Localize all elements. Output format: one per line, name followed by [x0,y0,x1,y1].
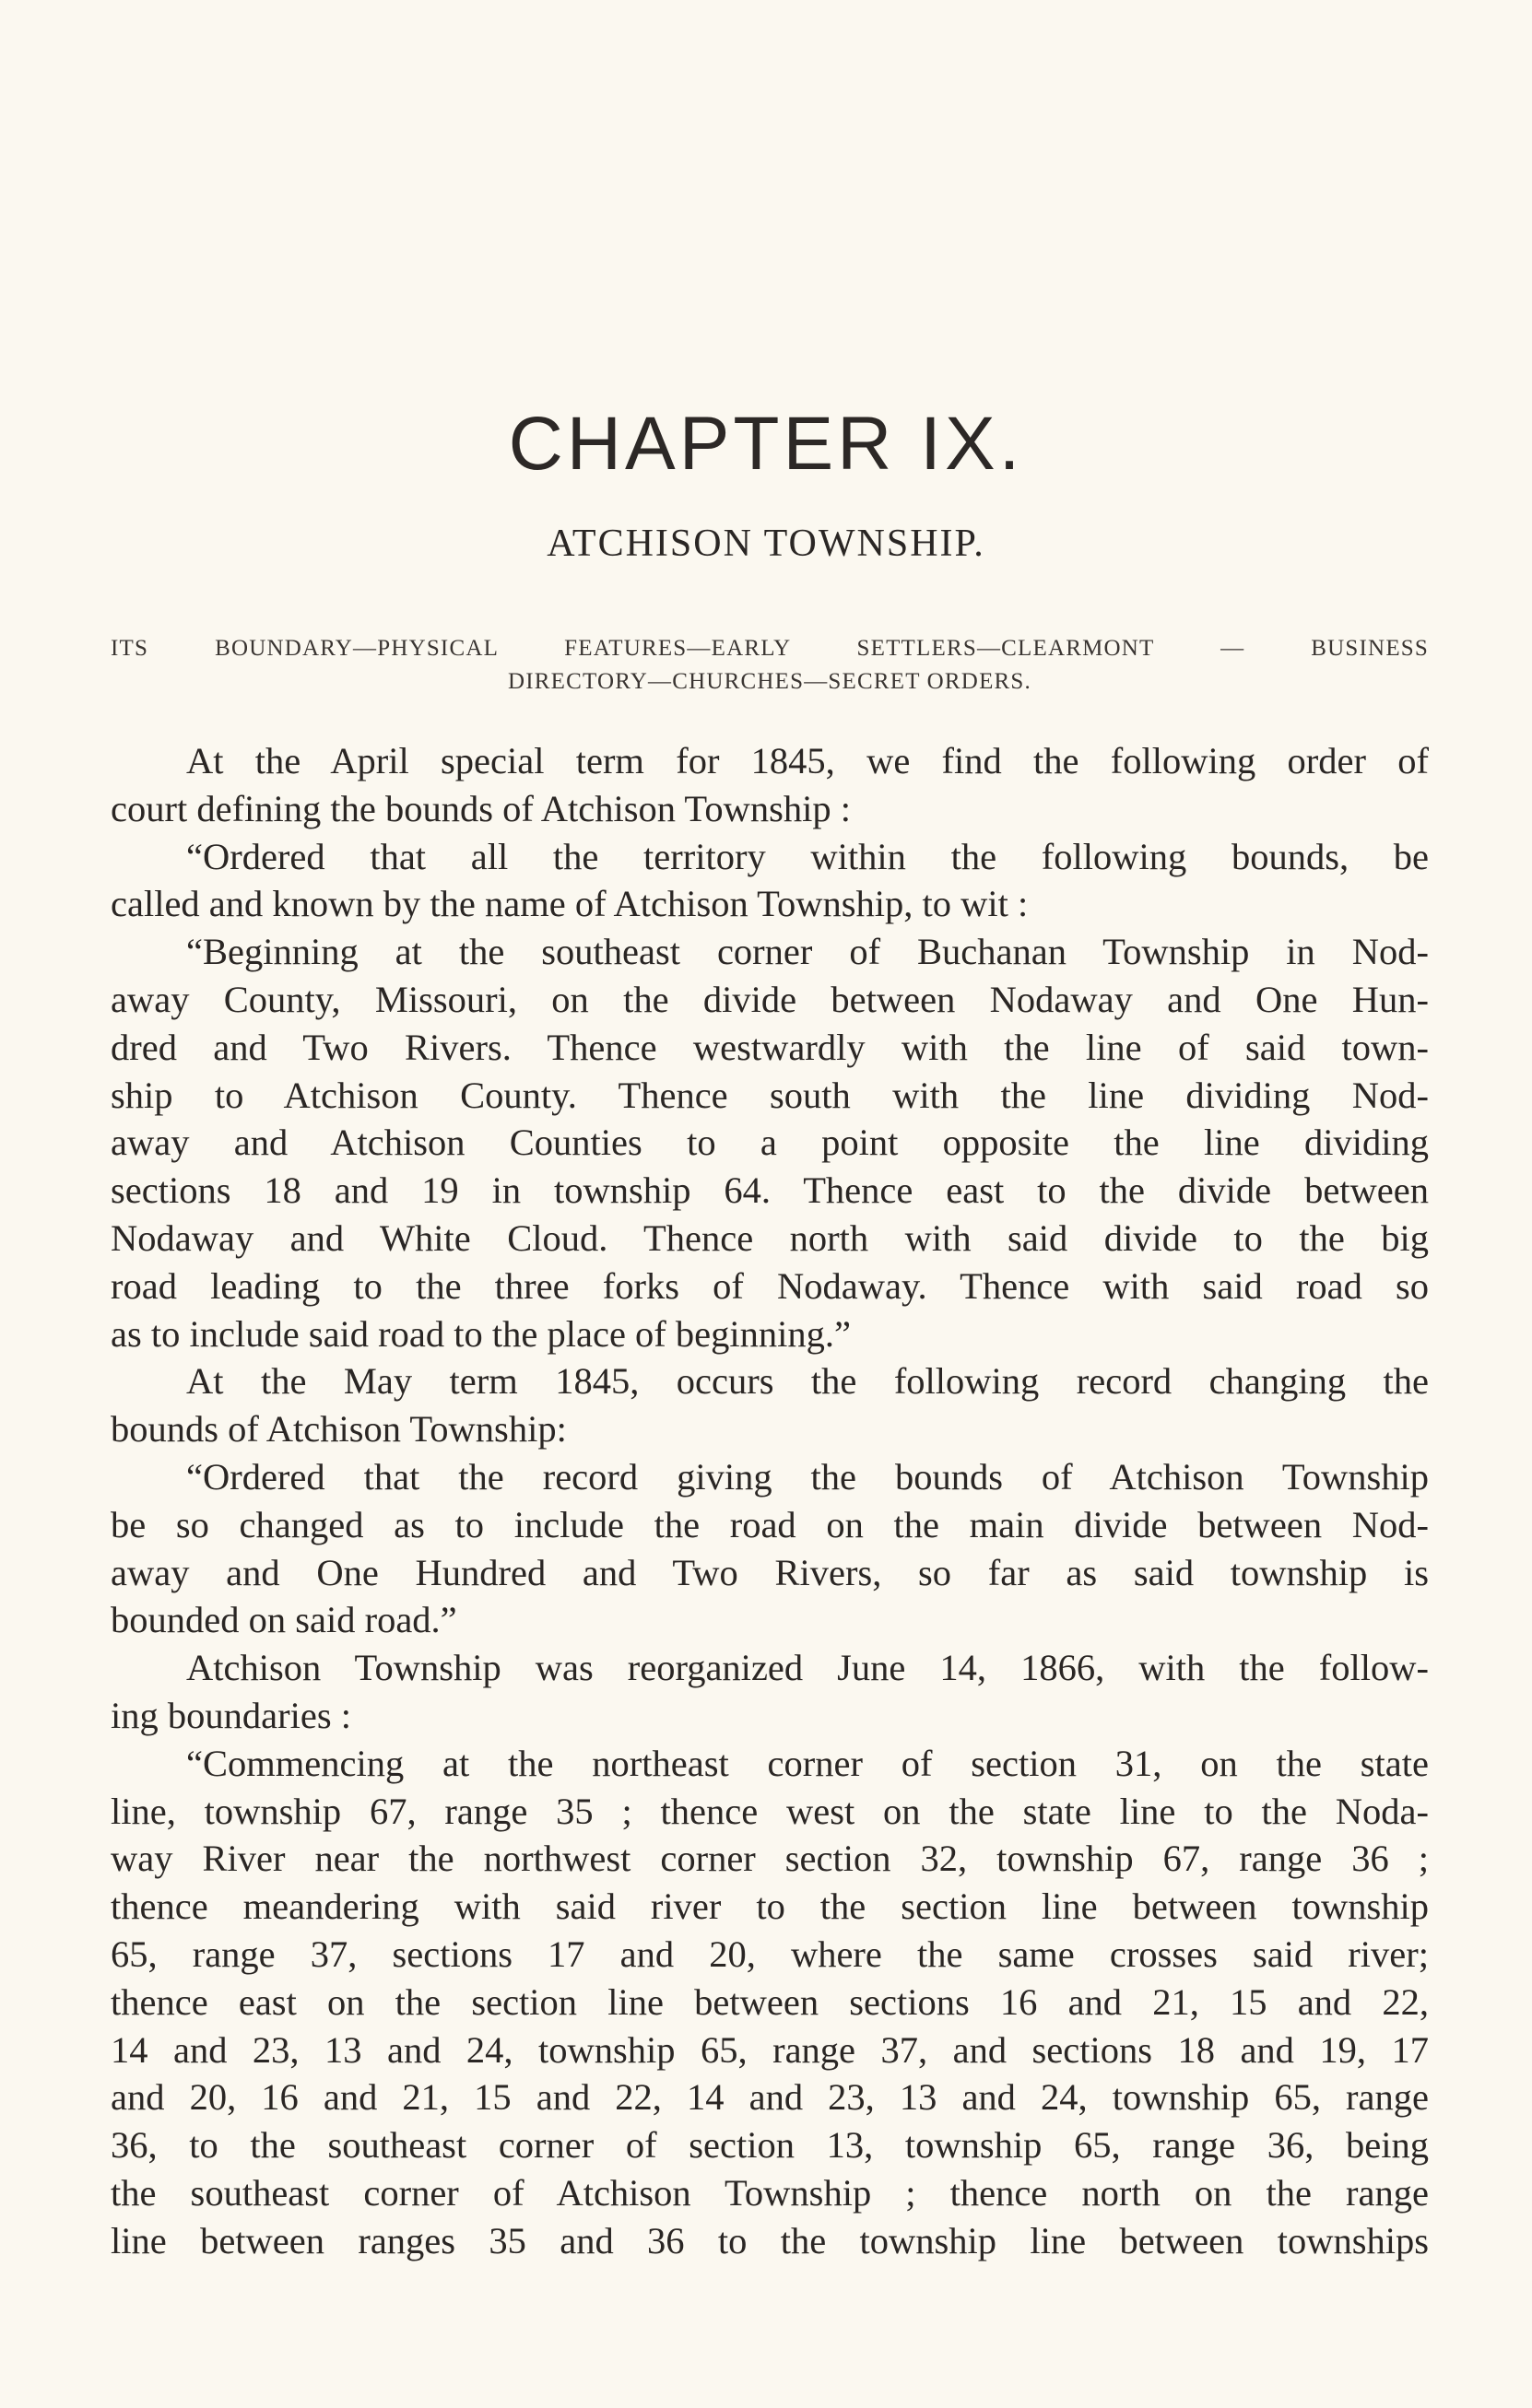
text-line: 14 and 23, 13 and 24, township 65, range 37, and sections 18 and 19, 17 [111,2028,1429,2071]
text-line: Atchison Township was reorganized June 14, 1866, with the follow- [186,1647,1429,1689]
text-line: line, township 67, range 35 ; thence west on the state line to the Noda- [111,1790,1429,1832]
text-line: bounds of Atchison Township: [111,1408,567,1451]
text-line: ship to Atchison County. Thence south with the line dividing Nod- [111,1074,1429,1116]
text-line: At the April special term for 1845, we find the following order of [186,740,1429,781]
text-line: the southeast corner of Atchison Township ; thence north on the range [111,2171,1429,2214]
text-line: thence meandering with said river to the section line between township [111,1885,1429,1928]
text-line: ing boundaries : [111,1694,351,1736]
text-line: “Ordered that the record giving the bounds of Atchison Township [186,1455,1429,1498]
chapter-synopsis [111,632,1429,699]
synopsis-line: DIRECTORY—CHURCHES—SECRET ORDERS. [508,669,1031,694]
chapter-title: CHAPTER IX. [508,402,1024,486]
text-line: away County, Missouri, on the divide between Nodaway and One Hun- [111,978,1429,1020]
text-line: Nodaway and White Cloud. Thence north with said divide to the big [111,1216,1429,1259]
text-line: line between ranges 35 and 36 to the township line between townships [111,2219,1429,2261]
text-line: 36, to the southeast corner of section 13, township 65, range 36, being [111,2124,1429,2167]
text-line: way River near the northwest corner section 32, township 67, range 36 ; [111,1838,1429,1880]
text-line: sections 18 and 19 in township 64. Thence east to the divide between [111,1169,1429,1212]
text-line: called and known by the name of Atchison Township, to wit : [111,883,1029,925]
text-line: and 20, 16 and 21, 15 and 22, 14 and 23, 13 and 24, township 65, range [111,2076,1429,2119]
synopsis-line: ITS BOUNDARY—PHYSICAL FEATURES—EARLY SETTLERS—CLEARMONT — BUSINESS [111,636,1429,661]
text-line: thence east on the section line between sections 16 and 21, 15 and 22, [111,1980,1429,2023]
text-line: “Ordered that all the territory within the following bounds, be [186,835,1429,877]
text-line: dred and Two Rivers. Thence westwardly with the line of said town- [111,1026,1429,1068]
text-line: 65, range 37, sections 17 and 20, where the same crosses said river; [111,1932,1429,1975]
body-text [111,737,1429,2265]
text-line: bounded on said road.” [111,1599,457,1641]
text-line: road leading to the three forks of Nodaway. Thence with said road so [111,1264,1429,1307]
text-line: away and One Hundred and Two Rivers, so far as said township is [111,1551,1429,1593]
text-line: At the May term 1845, occurs the following record changing the [186,1360,1429,1403]
section-title: ATCHISON TOWNSHIP. [547,523,985,565]
text-line: away and Atchison Counties to a point opposite the line dividing [111,1122,1429,1164]
text-line: “Beginning at the southeast corner of Buchanan Township in Nod- [186,931,1429,973]
text-line: be so changed as to include the road on the main divide between Nod- [111,1503,1429,1545]
text-line: court defining the bounds of Atchison Township : [111,787,851,829]
text-line: “Commencing at the northeast corner of section 31, on the state [186,1742,1429,1784]
text-line: as to include said road to the place of beginning.” [111,1312,851,1355]
